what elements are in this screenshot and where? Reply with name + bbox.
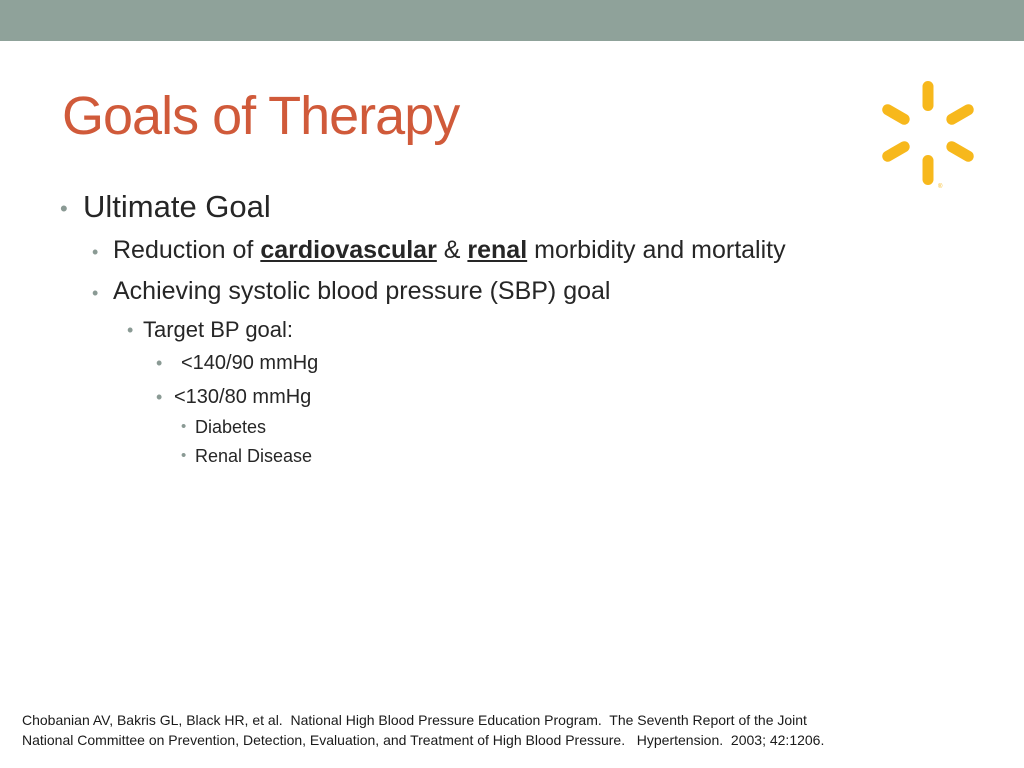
bullet-dot: • (156, 353, 163, 373)
bullet-reduction (113, 235, 786, 265)
slide-title: Goals of Therapy (62, 86, 460, 146)
bullet-diabetes: Diabetes (195, 417, 267, 437)
reduction-amp: & (436, 236, 468, 264)
bullet-renal-disease: Renal Disease (195, 446, 313, 466)
bullet-dot: • (181, 418, 187, 435)
bullet-dot: • (127, 320, 134, 340)
citation-line-2: National Committee on Prevention, Detection, Evaluation, and Treatment of High Blood Pressure. Hypertension. 2003; 42:1206. (22, 732, 825, 748)
citation (22, 710, 824, 750)
bullet-target-bp: Target BP goal: (143, 317, 294, 342)
bullet-goal-140: <140/90 mmHg (181, 352, 319, 374)
reduction-suffix: morbidity and mortality (527, 236, 786, 264)
bullet-ultimate-goal: Ultimate Goal (83, 189, 271, 224)
reduction-prefix: Reduction of (113, 236, 261, 264)
bullet-achieving-sbp: Achieving systolic blood pressure (SBP) goal (113, 277, 611, 305)
renal-emphasis: renal (467, 236, 528, 264)
citation-line-1: Chobanian AV, Bakris GL, Black HR, et al. National High Blood Pressure Education Program. The Seventh Report of the Joint (22, 712, 807, 728)
bullet-dot: • (92, 283, 99, 303)
registered-mark: ® (938, 184, 943, 190)
bullet-dot: • (156, 387, 163, 407)
bullet-goal-130: <130/80 mmHg (174, 386, 312, 408)
bullet-dot: • (60, 196, 68, 221)
cardiovascular-emphasis: cardiovascular (260, 236, 437, 264)
bullet-dot: • (181, 447, 187, 464)
bullet-dot: • (92, 242, 99, 262)
